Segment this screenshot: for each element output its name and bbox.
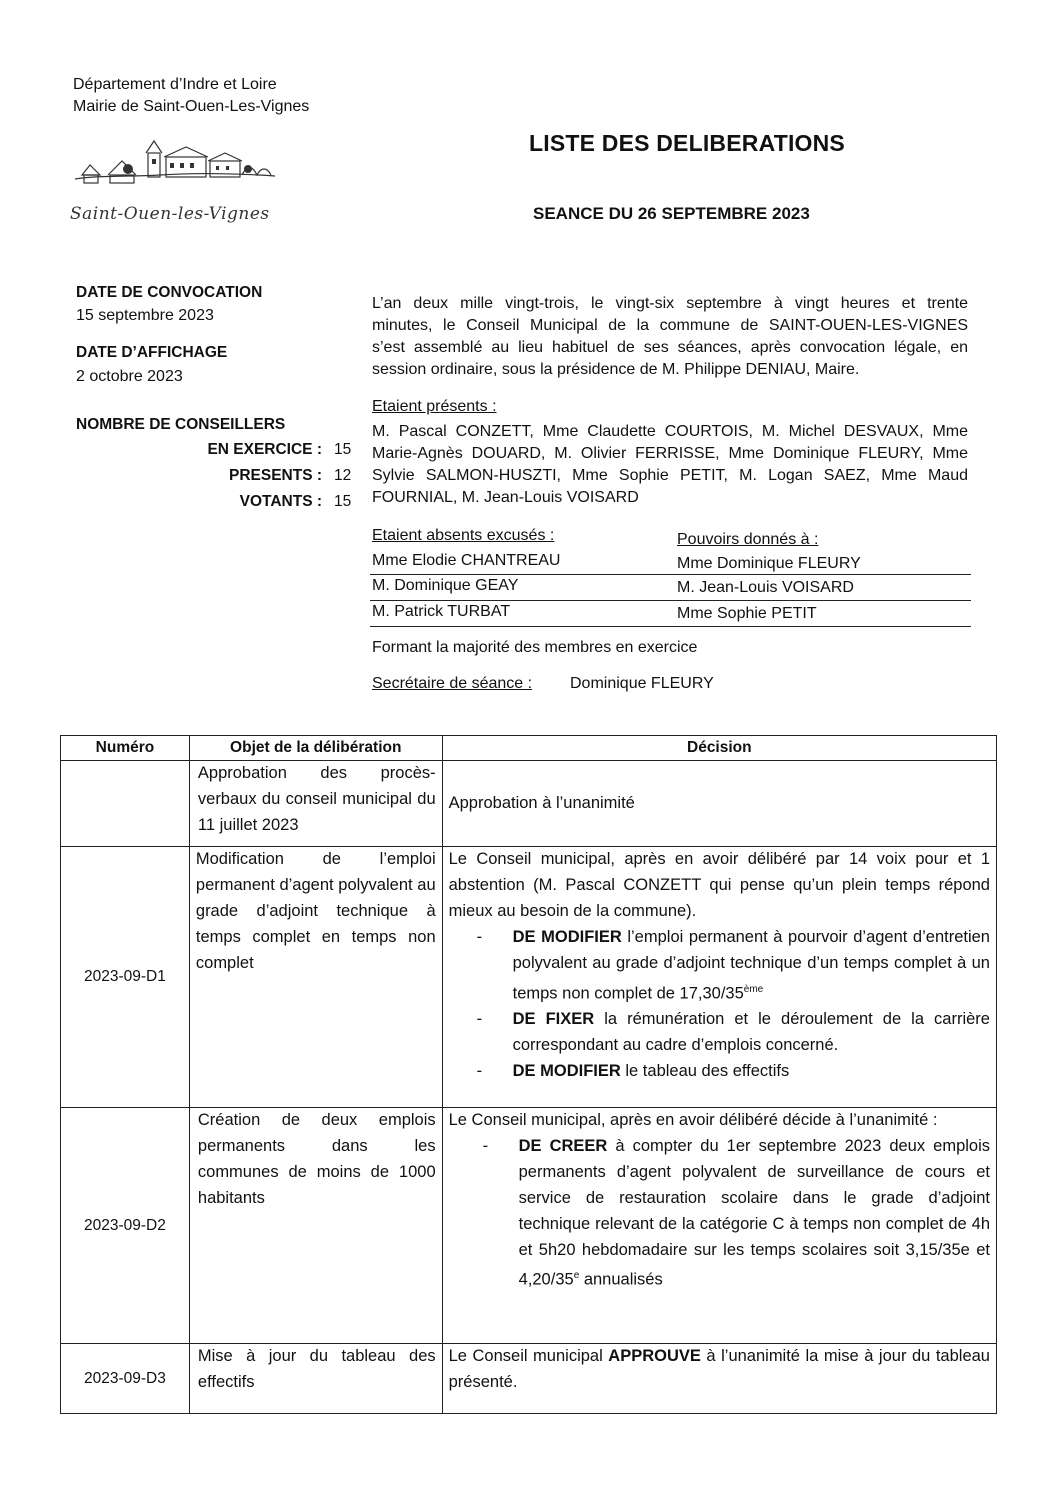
session-subtitle: SEANCE DU 26 SEPTEMBRE 2023 [533, 204, 810, 223]
pouvoirs-label: Pouvoirs donnés à : [677, 531, 819, 548]
decision-sup: e [573, 1270, 580, 1282]
decision-text: l’emploi permanent à pourvoir d’agent d’entretien polyvalent au grade d’adjoint technique d’un temps complet à un temps non complet de 17,30/35 [512, 927, 990, 1003]
presents-list [372, 421, 968, 509]
decision-verb: DE MODIFIER [512, 927, 622, 946]
decision-list [449, 1134, 990, 1294]
exercice-value: 15 [334, 441, 352, 458]
decision-text: la rémunération et le déroulement de la carrière correspondant au cadre d’emplois concerné. [512, 1009, 990, 1054]
row-numero [61, 761, 190, 847]
convocation-label: DATE DE CONVOCATION [76, 284, 263, 301]
divider [370, 600, 971, 601]
pouvoir-name: Mme Dominique FLEURY [677, 555, 861, 572]
absent-name: M. Patrick TURBAT [372, 603, 511, 620]
presents-label: PRESENTS : [228, 467, 322, 484]
row-numero: 2023-09-D1 [61, 847, 190, 1108]
conseillers-label: NOMBRE DE CONSEILLERS [76, 416, 286, 433]
row-objet: Approbation des procès-verbaux du conseil municipal du 11 juillet 2023 [189, 761, 442, 847]
row-decision [442, 1344, 996, 1414]
intro-line: s’est assemblé au lieu habituel de ses séances, après convocation légale, en [372, 339, 968, 356]
absent-name: M. Dominique GEAY [372, 577, 519, 594]
decision-text: à l’unanimité la mise à jour du tableau présenté. [448, 1347, 990, 1391]
votants-label: VOTANTS : [239, 493, 322, 510]
decision-list [449, 925, 990, 1085]
logo-signature: Saint-Ouen-les-Vignes [70, 204, 270, 224]
secretaire-value: Dominique FLEURY [570, 675, 714, 692]
header-decision: Décision [442, 736, 996, 761]
page-title: LISTE DES DELIBERATIONS [529, 130, 845, 156]
list-item: - DE MODIFIER le tableau des effectifs [476, 1061, 790, 1080]
list-item: - DE FIXER la rémunération et le déroulement de la carrière correspondant au cadre d’emplois concerné. [476, 1009, 990, 1054]
header-objet: Objet de la délibération [189, 736, 442, 761]
convocation-value: 15 septembre 2023 [76, 307, 214, 324]
row-decision [442, 1108, 996, 1344]
decision-verb: APPROUVE [608, 1347, 701, 1365]
decision-verb: DE CREER [518, 1136, 608, 1155]
decision-text: Le Conseil municipal [448, 1347, 609, 1365]
intro-line: session ordinaire, sous la présidence de M. Philippe DENIAU, Maire. [372, 361, 860, 378]
row-numero: 2023-09-D3 [61, 1344, 190, 1414]
mairie-name: Mairie de Saint-Ouen-Les-Vignes [73, 98, 310, 115]
header-numero: Numéro [61, 736, 190, 761]
list-item: - DE CREER à compter du 1er septembre 2023 deux emplois permanents d’agent polyvalent de surveillance de cours et service de restauration scolaire dans le grade d’adjoint technique relevant de la catégorie C à temps non complet de 4h et 5h20 hebdomadaire sur les temps scolaires soit 3,15/35e et 4,20/35e annualisés [482, 1136, 991, 1289]
absent-name: Mme Elodie CHANTREAU [372, 552, 561, 569]
divider [370, 626, 971, 627]
absents-label: Etaient absents excusés : [372, 527, 555, 544]
decision-text: le tableau des effectifs [620, 1061, 790, 1080]
row-numero: 2023-09-D2 [61, 1108, 190, 1344]
decision-intro: Le Conseil municipal, après en avoir délibéré décide à l’unanimité : [448, 1111, 938, 1129]
intro-paragraph [372, 293, 968, 381]
village-logo-image [70, 135, 280, 195]
row-decision [442, 847, 996, 1108]
decision-intro: Le Conseil municipal, après en avoir délibéré par 14 voix pour et 1 abstention (M. Pascal CONZETT qui pense qu’un plein temps répond mieux au besoin de la commune). [448, 850, 990, 920]
affichage-label: DATE D’AFFICHAGE [76, 344, 228, 361]
table-row [61, 847, 997, 1108]
decision-text: à compter du 1er septembre 2023 deux emplois permanents d’agent polyvalent de surveillance de cours et service de restauration scolaire dans le grade d’adjoint technique relevant de la catégorie C à temps non complet de 4h et 5h20 hebdomadaire sur les temps scolaires soit 3,15/35e et 4,20/35 [518, 1136, 991, 1289]
affichage-value: 2 octobre 2023 [76, 368, 183, 385]
department-name: Département d’Indre et Loire [73, 76, 277, 93]
decision-text: annualisés [579, 1270, 663, 1289]
row-decision: Approbation à l’unanimité [442, 761, 996, 847]
row-objet: Modification de l’emploi permanent d’agent polyvalent au grade d’adjoint technique à temps complet en temps non complet [189, 847, 442, 1108]
votants-value: 15 [334, 493, 352, 510]
pouvoir-name: M. Jean-Louis VOISARD [677, 579, 854, 596]
majorite-text: Formant la majorité des membres en exercice [372, 639, 698, 656]
deliberations-table [60, 735, 997, 1414]
presents-line: Sylvie SALMON-HUSZTI, Mme Sophie PETIT, M. Logan SAEZ, Mme Maud [372, 467, 968, 484]
decision-sup: ème [743, 983, 764, 995]
presents-line: Marie-Agnès DOUARD, M. Olivier FERRISSE, Mme Dominique FLEURY, Mme [372, 445, 968, 462]
pouvoir-name: Mme Sophie PETIT [677, 605, 817, 622]
presents-line: FOURNIAL, M. Jean-Louis VOISARD [372, 489, 639, 506]
intro-line: minutes, le Conseil Municipal de la commune de SAINT-OUEN-LES-VIGNES [372, 317, 968, 334]
presents-list-label: Etaient présents : [372, 398, 497, 415]
intro-line: L’an deux mille vingt-trois, le vingt-six septembre à vingt heures et trente [372, 295, 968, 312]
decision-verb: DE FIXER [512, 1009, 595, 1028]
table-row [61, 1344, 997, 1414]
table-row [61, 761, 997, 847]
decision-verb: DE MODIFIER [512, 1061, 621, 1080]
divider [370, 574, 971, 575]
row-objet: Création de deux emplois permanents dans les communes de moins de 1000 habitants [189, 1108, 442, 1344]
list-item: - DE MODIFIER l’emploi permanent à pourvoir d’agent d’entretien polyvalent au grade d’adjoint technique d’un temps complet à un temps non complet de 17,30/35ème [476, 927, 990, 1003]
secretaire-label: Secrétaire de séance : [372, 675, 533, 692]
table-row [61, 1108, 997, 1344]
exercice-label: EN EXERCICE : [207, 441, 322, 458]
table-header-row [61, 736, 997, 761]
presents-value: 12 [334, 467, 352, 484]
presents-line: M. Pascal CONZETT, Mme Claudette COURTOIS, M. Michel DESVAUX, Mme [372, 423, 968, 440]
row-objet: Mise à jour du tableau des effectifs [189, 1344, 442, 1414]
